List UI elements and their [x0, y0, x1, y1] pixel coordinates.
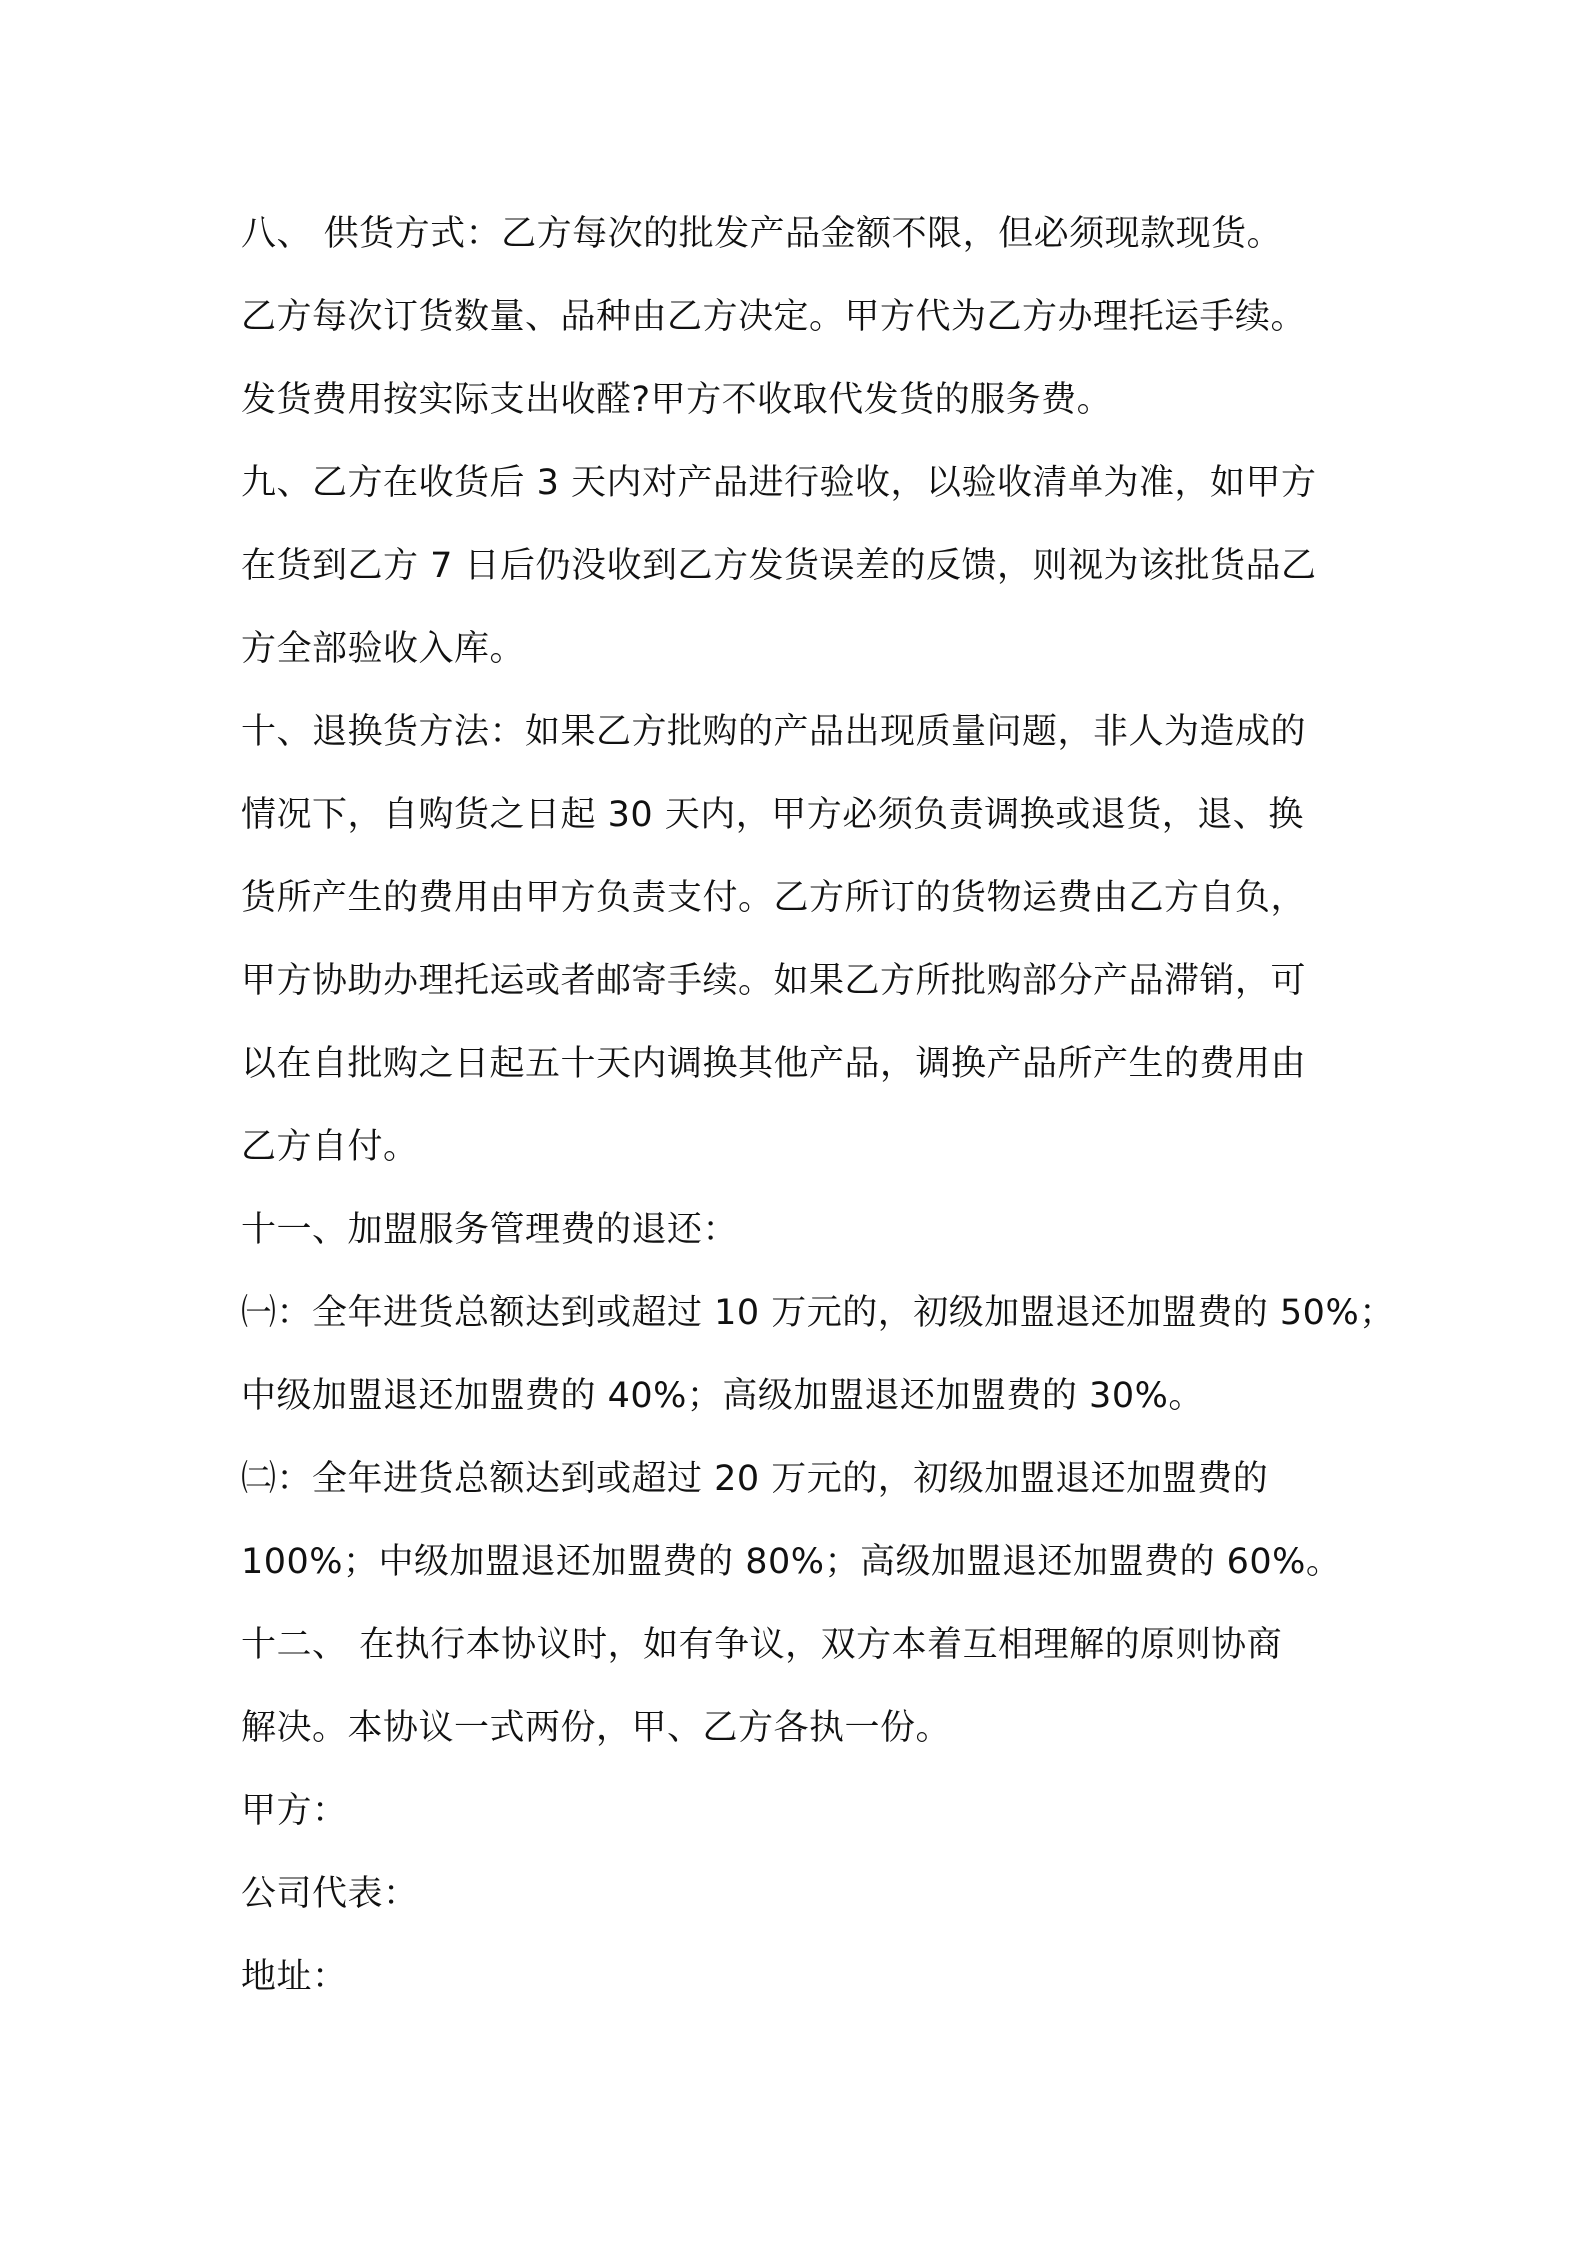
clause-10-line-6: 乙方自付。 — [241, 1127, 419, 1167]
clause-8-line-2: 乙方每次订货数量、品种由乙方决定。甲方代为乙方办理托运手续。 — [241, 297, 1307, 337]
clause-11-item-1-line-1: ㈠：全年进货总额达到或超过 10 万元的，初级加盟退还加盟费的 50%； — [241, 1293, 1395, 1333]
clause-10-line-4: 甲方协助办理托运或者邮寄手续。如果乙方所批购部分产品滞销，可 — [241, 961, 1307, 1001]
clause-9-line-2: 在货到乙方 7 日后仍没收到乙方发货误差的反馈，则视为该批货品乙 — [241, 546, 1317, 586]
clause-10-line-1: 十、退换货方法：如果乙方批购的产品出现质量问题，非人为造成的 — [241, 712, 1307, 752]
party-a-label: 甲方： — [241, 1791, 348, 1831]
clause-12-line-1: 十二、 在执行本协议时，如有争议，双方本着互相理解的原则协商 — [241, 1625, 1283, 1665]
company-representative-label: 公司代表： — [241, 1874, 419, 1914]
clause-10-line-2: 情况下，自购货之日起 30 天内，甲方必须负责调换或退货，退、换 — [241, 795, 1304, 835]
clause-8-line-3: 发货费用按实际支出收醛?甲方不收取代发货的服务费。 — [241, 380, 1113, 420]
clause-11-item-2-line-2: 100%；中级加盟退还加盟费的 80%；高级加盟退还加盟费的 60%。 — [241, 1542, 1342, 1582]
clause-9-line-1: 九、乙方在收货后 3 天内对产品进行验收，以验收清单为准，如甲方 — [241, 463, 1317, 503]
clause-11-heading: 十一、加盟服务管理费的退还： — [241, 1210, 739, 1250]
clause-11-item-2-line-1: ㈡：全年进货总额达到或超过 20 万元的，初级加盟退还加盟费的 — [241, 1459, 1269, 1499]
clause-10-line-5: 以在自批购之日起五十天内调换其他产品，调换产品所产生的费用由 — [241, 1044, 1307, 1084]
clause-12-line-2: 解决。本协议一式两份，甲、乙方各执一份。 — [241, 1708, 952, 1748]
clause-10-line-3: 货所产生的费用由甲方负责支付。乙方所订的货物运费由乙方自负， — [241, 878, 1307, 918]
address-label: 地址： — [241, 1957, 348, 1997]
clause-8-line-1: 八、 供货方式：乙方每次的批发产品金额不限，但必须现款现货。 — [241, 214, 1283, 254]
clause-11-item-1-line-2: 中级加盟退还加盟费的 40%；高级加盟退还加盟费的 30%。 — [241, 1376, 1204, 1416]
clause-9-line-3: 方全部验收入库。 — [241, 629, 526, 669]
